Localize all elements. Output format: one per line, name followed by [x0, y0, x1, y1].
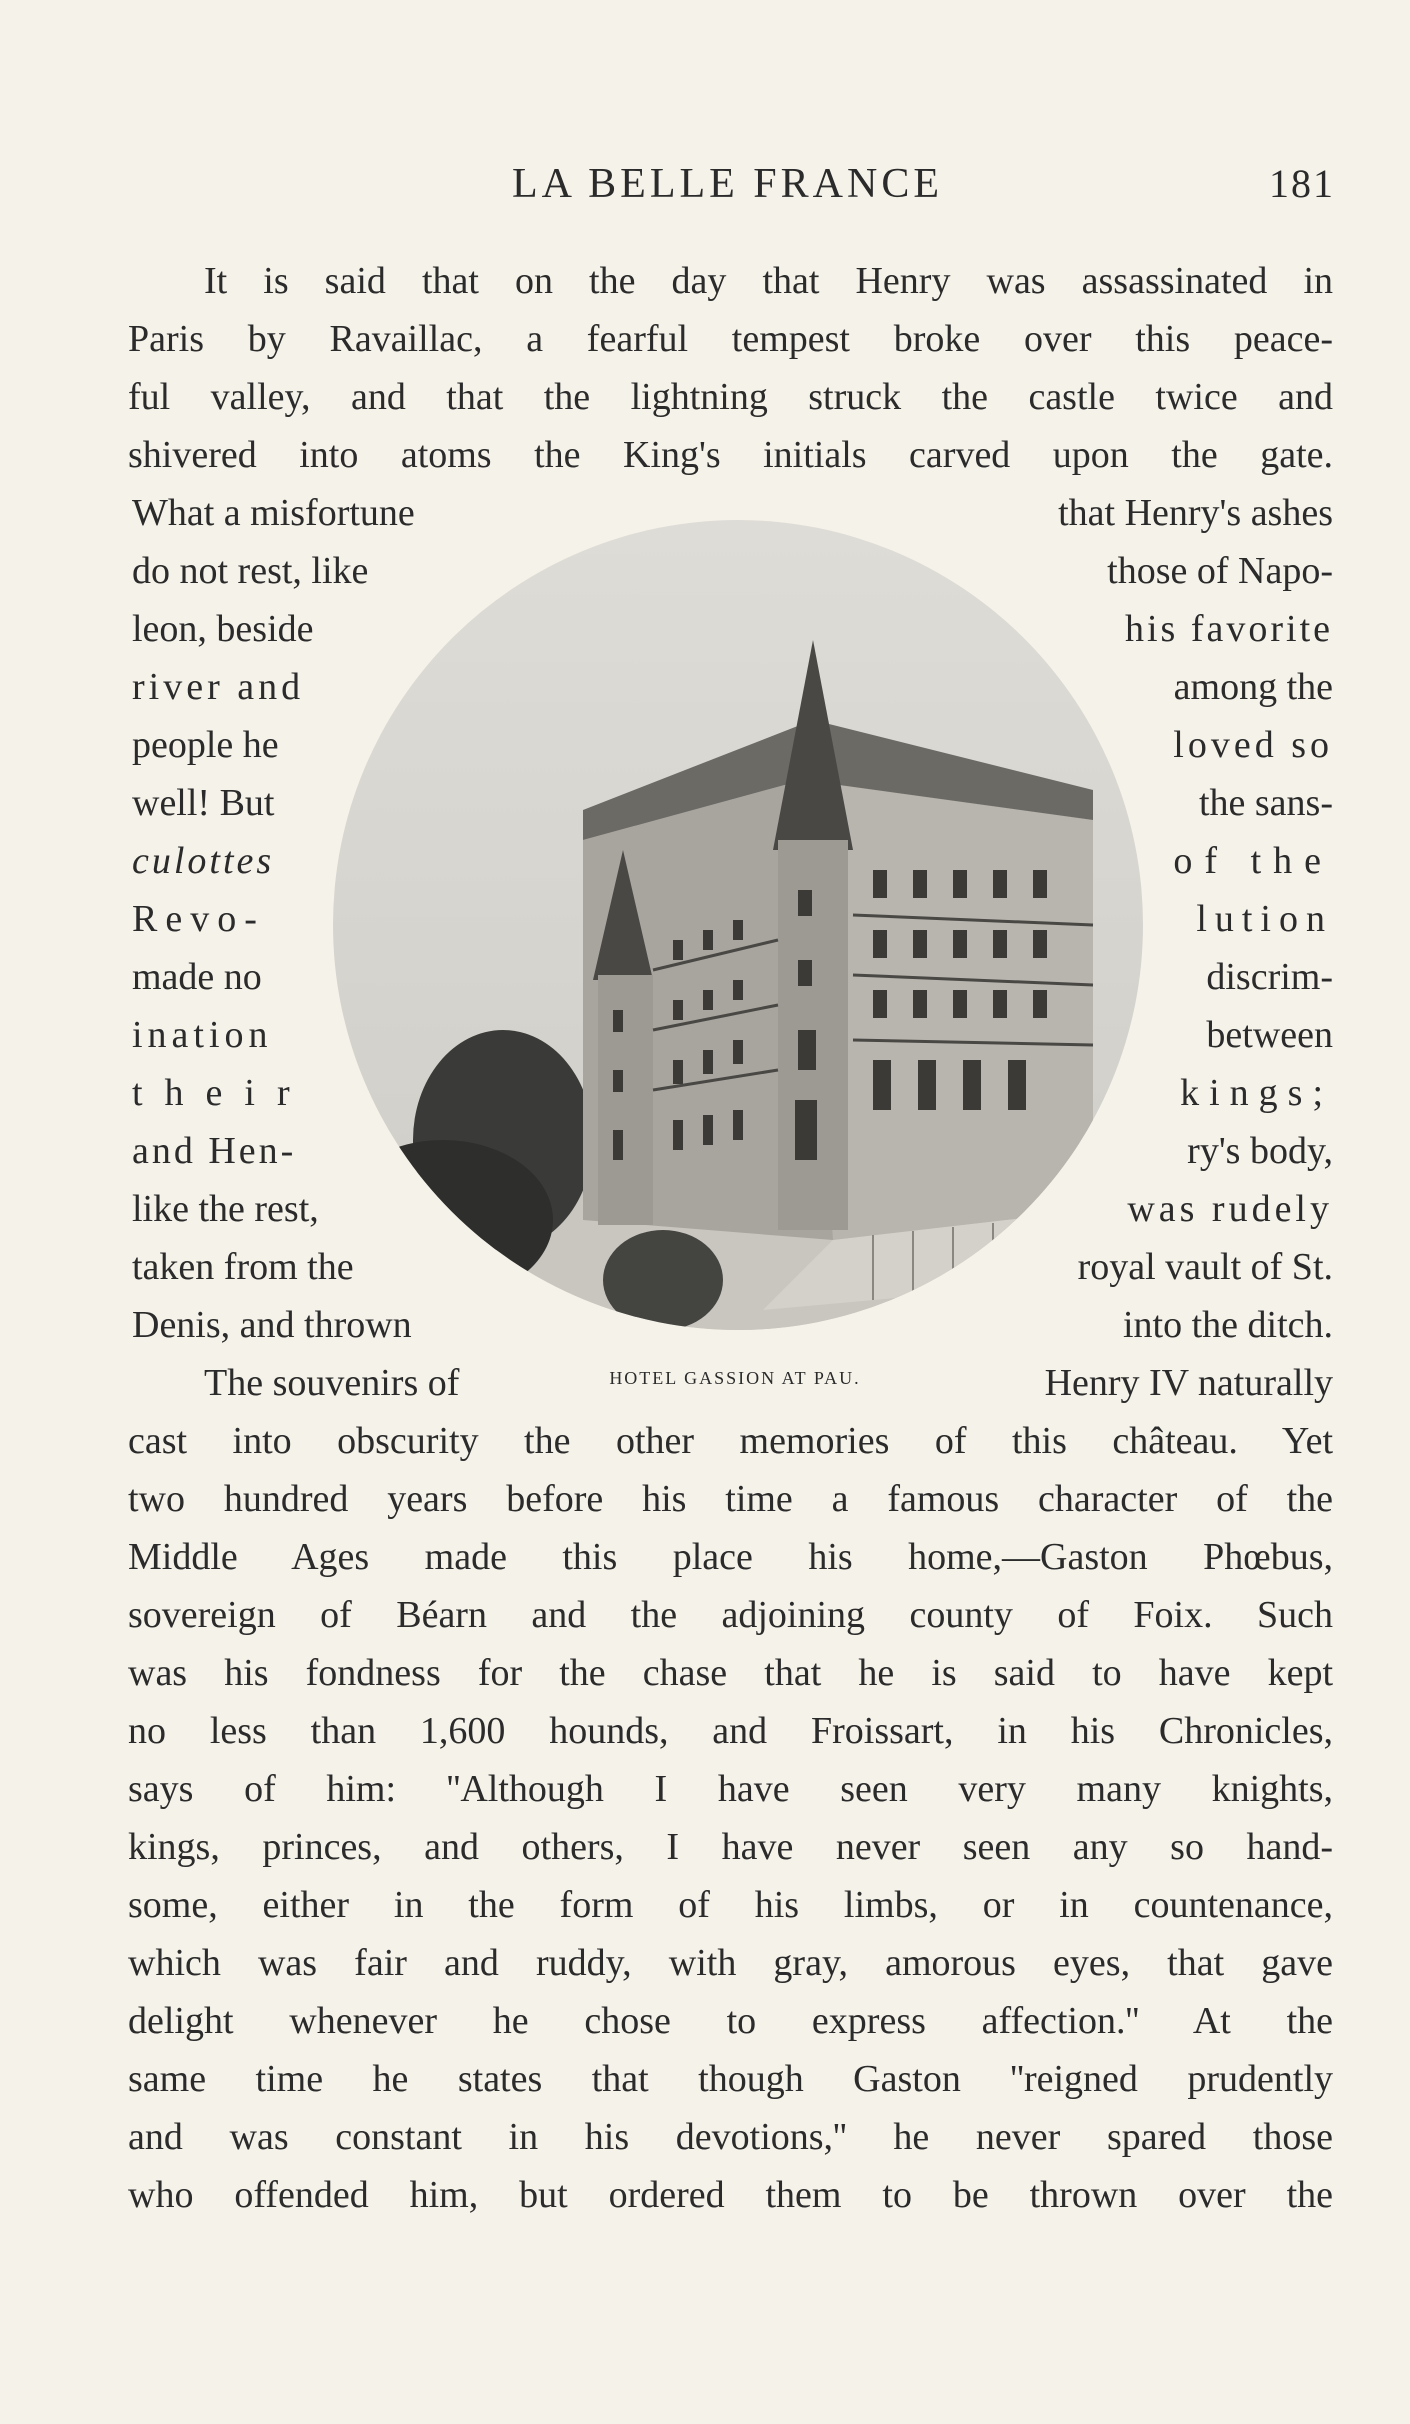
text-line: same time he states that though Gaston ''reigned prudently: [128, 2058, 1333, 2100]
wrap-left-line: well! But: [132, 782, 275, 824]
text-line: was his fondness for the chase that he is said to have kept: [128, 1652, 1333, 1694]
wrap-left-line: river and: [132, 666, 305, 708]
running-header: [120, 160, 1335, 208]
wrap-left-line: ination: [132, 1014, 273, 1056]
text-line: shivered into atoms the King's initials carved upon the gate.: [128, 434, 1333, 476]
wrap-right-line: his favorite: [1124, 608, 1333, 650]
wrap-left-line: culottes: [132, 840, 275, 882]
text-line: some, either in the form of his limbs, or in countenance,: [128, 1884, 1333, 1926]
wrap-right-line: those of Napo-: [1107, 550, 1333, 592]
wrap-right-line: that Henry's ashes: [1058, 492, 1333, 534]
wrap-right-line: was rudely: [1127, 1188, 1333, 1230]
wrap-left-line: The souvenirs of: [204, 1362, 460, 1404]
page-number: 181: [1269, 161, 1335, 206]
wrap-left-line: Revo-: [132, 898, 265, 940]
text-line: Paris by Ravaillac, a fearful tempest broke over this peace-: [128, 318, 1333, 360]
wrap-right-line: lution: [1196, 898, 1333, 940]
text-line: Middle Ages made this place his home,—Gaston Phœbus,: [128, 1536, 1333, 1578]
text-line: cast into obscurity the other memories of this château. Yet: [128, 1420, 1333, 1462]
wrap-right-line: into the ditch.: [1122, 1304, 1333, 1346]
text-line: two hundred years before his time a famous character of the: [128, 1478, 1333, 1520]
wrap-right-line: among the: [1173, 666, 1333, 708]
text-line: who offended him, but ordered them to be thrown over the: [128, 2174, 1333, 2216]
image-caption: HOTEL GASSION AT PAU.: [609, 1368, 861, 1388]
text-line: says of him: ''Although I have seen very many knights,: [128, 1768, 1333, 1810]
text-line: delight whenever he chose to express affection.'' At the: [128, 2000, 1333, 2042]
wrap-left-line: do not rest, like: [132, 550, 369, 592]
wrap-right-line: kings;: [1180, 1072, 1333, 1114]
wrap-left-line: their: [132, 1072, 312, 1114]
wrap-left-line: made no: [132, 956, 262, 998]
text-line: kings, princes, and others, I have never seen any so hand-: [128, 1826, 1333, 1868]
wrap-right-line: ry's body,: [1187, 1130, 1333, 1172]
wrap-left-line: and Hen-: [132, 1130, 297, 1172]
text-line: ful valley, and that the lightning struck the castle twice and: [128, 376, 1333, 418]
wrap-left-line: taken from the: [132, 1246, 354, 1288]
wrap-right-line: royal vault of St.: [1077, 1246, 1333, 1288]
wrap-left-line: Denis, and thrown: [132, 1304, 412, 1346]
text-line: which was fair and ruddy, with gray, amorous eyes, that gave: [128, 1942, 1333, 1984]
wrap-right-line: discrim-: [1206, 956, 1333, 998]
wrap-right-line: Henry IV naturally: [1044, 1362, 1333, 1404]
text-line: no less than 1,600 hounds, and Froissart, in his Chronicles,: [128, 1710, 1333, 1752]
wrap-left-line: leon, beside: [132, 608, 314, 650]
hotel-gassion-photograph: [333, 520, 1143, 1330]
wrap-left-line: like the rest,: [132, 1188, 319, 1230]
text-line: It is said that on the day that Henry was assassinated in: [204, 260, 1333, 302]
text-line: sovereign of Béarn and the adjoining county of Foix. Such: [128, 1594, 1333, 1636]
wrap-left-line: people he: [132, 724, 279, 766]
wrap-right-line: of the: [1173, 840, 1333, 882]
wrap-right-line: the sans-: [1198, 782, 1333, 824]
wrap-left-line: What a misfortune: [132, 492, 415, 534]
wrap-right-line: loved so: [1173, 724, 1333, 766]
wrap-right-line: between: [1206, 1014, 1333, 1056]
running-title: LA BELLE FRANCE: [511, 161, 943, 207]
text-line: and was constant in his devotions,'' he never spared those: [128, 2116, 1333, 2158]
